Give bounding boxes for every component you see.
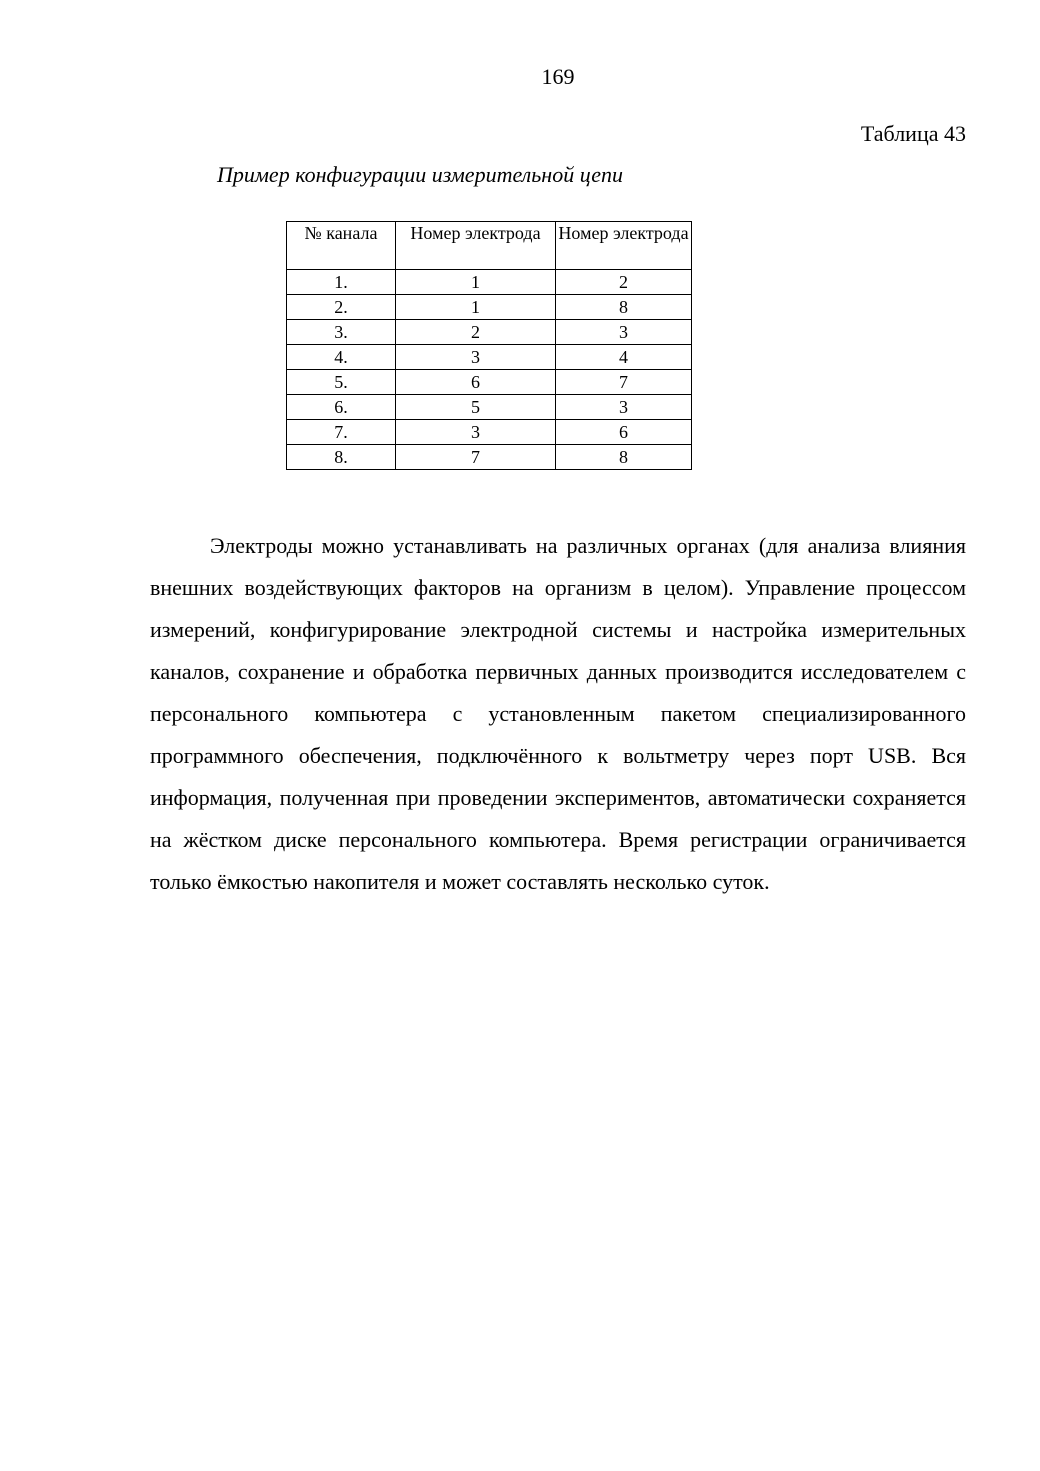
cell-channel: 7.	[287, 420, 396, 445]
table-row	[287, 320, 692, 345]
header-channel: № канала	[287, 222, 396, 270]
cell-electrode-b: 2	[556, 270, 692, 295]
cell-electrode-b: 6	[556, 420, 692, 445]
table-row	[287, 370, 692, 395]
cell-channel: 4.	[287, 345, 396, 370]
table-header-row	[287, 222, 692, 270]
cell-electrode-a: 1	[396, 295, 556, 320]
cell-channel: 5.	[287, 370, 396, 395]
table-row	[287, 270, 692, 295]
cell-electrode-b: 3	[556, 395, 692, 420]
cell-electrode-a: 6	[396, 370, 556, 395]
cell-channel: 2.	[287, 295, 396, 320]
cell-channel: 3.	[287, 320, 396, 345]
table-row	[287, 420, 692, 445]
table-row	[287, 295, 692, 320]
cell-channel: 1.	[287, 270, 396, 295]
body-paragraph: Электроды можно устанавливать на различных органах (для анализа влияния внешних воздействующих факторов на организм в целом). Управление процессом измерений, конфигурирование электродной системы и настройка измерительных каналов, сохранение и обработка первичных данных производится исследователем с персонального компьютера с установленным пакетом специализированного программного обеспечения, подключённого к вольтметру через порт USB. Вся информация, полученная при проведении экспериментов, автоматически сохраняется на жёстком диске персонального компьютера. Время регистрации ограничивается только ёмкостью накопителя и может составлять несколько суток.	[150, 533, 966, 894]
page-number: 169	[541, 64, 575, 89]
cell-channel: 6.	[287, 395, 396, 420]
cell-electrode-a: 3	[396, 420, 556, 445]
table-row	[287, 345, 692, 370]
cell-electrode-b: 7	[556, 370, 692, 395]
cell-electrode-a: 3	[396, 345, 556, 370]
table-row	[287, 395, 692, 420]
cell-electrode-a: 5	[396, 395, 556, 420]
cell-electrode-b: 8	[556, 445, 692, 470]
cell-electrode-a: 1	[396, 270, 556, 295]
table-label: Таблица 43	[860, 121, 966, 146]
header-electrode-a: Номер электрода	[396, 222, 556, 270]
measurement-config-table	[286, 221, 692, 470]
cell-electrode-b: 8	[556, 295, 692, 320]
cell-electrode-b: 3	[556, 320, 692, 345]
header-electrode-b: Номер электрода	[556, 222, 692, 270]
cell-electrode-b: 4	[556, 345, 692, 370]
table-caption: Пример конфигурации измерительной цепи	[217, 162, 624, 187]
cell-channel: 8.	[287, 445, 396, 470]
cell-electrode-a: 7	[396, 445, 556, 470]
cell-electrode-a: 2	[396, 320, 556, 345]
table-row	[287, 445, 692, 470]
